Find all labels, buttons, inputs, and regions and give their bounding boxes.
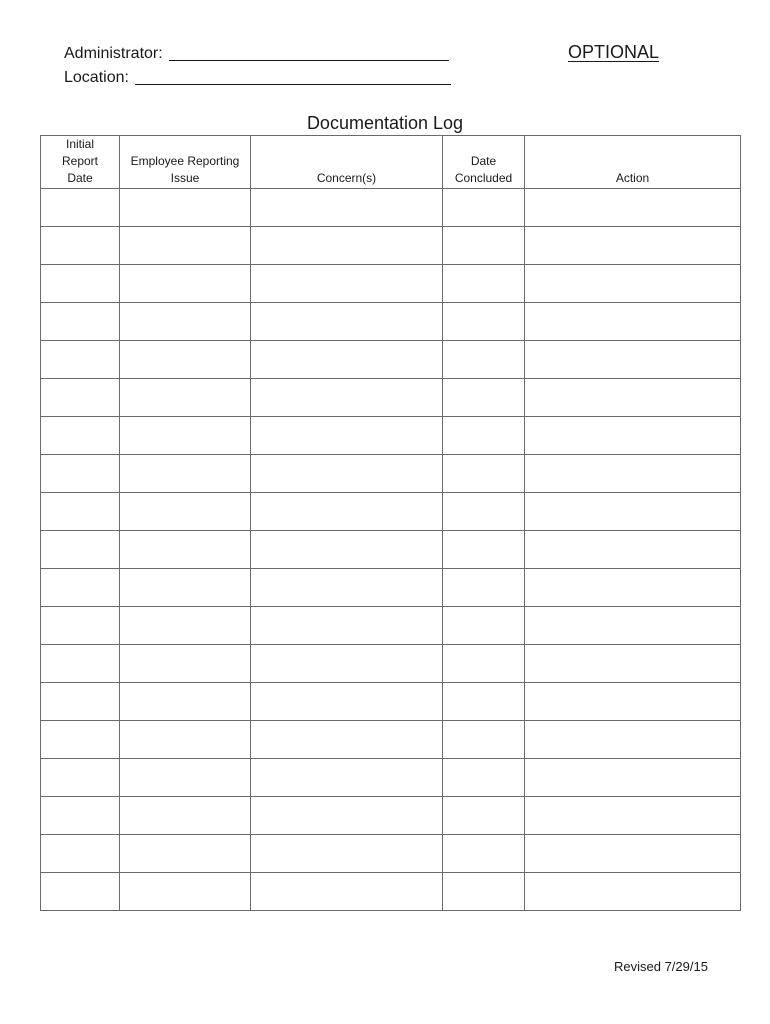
column-header-line: Date [67,171,93,185]
table-cell-employee-reporting-issue[interactable] [120,645,251,683]
table-row [41,265,741,303]
column-header-line: Concern(s) [316,171,377,185]
table-cell-initial-report-date[interactable] [41,341,120,379]
table-cell-initial-report-date[interactable] [41,189,120,227]
column-header-employee-reporting-issue [120,136,251,189]
documentation-log-table [40,135,741,911]
table-cell-concerns[interactable] [251,759,443,797]
table-row [41,227,741,265]
table-cell-initial-report-date[interactable] [41,227,120,265]
table-cell-concerns[interactable] [251,379,443,417]
table-cell-initial-report-date[interactable] [41,455,120,493]
table-cell-action[interactable] [525,493,741,531]
table-cell-concerns[interactable] [251,569,443,607]
table-cell-date-concluded[interactable] [443,835,525,873]
table-cell-action[interactable] [525,189,741,227]
table-row [41,417,741,455]
table-cell-date-concluded[interactable] [443,265,525,303]
table-cell-date-concluded[interactable] [443,531,525,569]
table-cell-employee-reporting-issue[interactable] [120,417,251,455]
administrator-label: Administrator: [64,45,163,62]
table-cell-action[interactable] [525,607,741,645]
table-cell-concerns[interactable] [251,531,443,569]
table-cell-action[interactable] [525,873,741,911]
table-cell-initial-report-date[interactable] [41,265,120,303]
table-cell-date-concluded[interactable] [443,189,525,227]
table-cell-employee-reporting-issue[interactable] [120,227,251,265]
table-cell-concerns[interactable] [251,683,443,721]
table-cell-action[interactable] [525,797,741,835]
table-row [41,341,741,379]
table-row [41,873,741,911]
table-cell-concerns[interactable] [251,493,443,531]
table-cell-concerns[interactable] [251,417,443,455]
table-cell-initial-report-date[interactable] [41,835,120,873]
table-cell-date-concluded[interactable] [443,607,525,645]
table-row [41,303,741,341]
table-cell-concerns[interactable] [251,797,443,835]
table-cell-concerns[interactable] [251,873,443,911]
location-label: Location: [64,69,129,86]
column-header-line: Action [615,171,650,185]
table-cell-employee-reporting-issue[interactable] [120,265,251,303]
administrator-field [64,44,449,64]
column-header-date-concluded [443,136,525,189]
table-cell-employee-reporting-issue[interactable] [120,569,251,607]
table-cell-employee-reporting-issue[interactable] [120,759,251,797]
table-cell-initial-report-date[interactable] [41,797,120,835]
table-cell-employee-reporting-issue[interactable] [120,189,251,227]
table-cell-concerns[interactable] [251,341,443,379]
table-cell-action[interactable] [525,759,741,797]
table-row [41,797,741,835]
table-cell-action[interactable] [525,531,741,569]
table-cell-employee-reporting-issue[interactable] [120,455,251,493]
table-row [41,607,741,645]
column-header-line: Initial [65,137,94,151]
table-row [41,379,741,417]
table-row [41,493,741,531]
table-cell-date-concluded[interactable] [443,683,525,721]
table-cell-employee-reporting-issue[interactable] [120,835,251,873]
table-cell-concerns[interactable] [251,189,443,227]
column-header-line: Report [61,154,99,168]
table-cell-employee-reporting-issue[interactable] [120,303,251,341]
table-cell-action[interactable] [525,303,741,341]
table-cell-date-concluded[interactable] [443,759,525,797]
table-cell-concerns[interactable] [251,607,443,645]
table-cell-initial-report-date[interactable] [41,569,120,607]
table-cell-action[interactable] [525,835,741,873]
column-header-line: Date [470,154,497,168]
table-cell-date-concluded[interactable] [443,645,525,683]
table-cell-action[interactable] [525,569,741,607]
table-cell-date-concluded[interactable] [443,493,525,531]
table-cell-action[interactable] [525,265,741,303]
table-cell-initial-report-date[interactable] [41,607,120,645]
table-cell-employee-reporting-issue[interactable] [120,683,251,721]
table-cell-initial-report-date[interactable] [41,417,120,455]
column-header-line: Issue [170,171,200,185]
table-cell-employee-reporting-issue[interactable] [120,607,251,645]
table-row [41,721,741,759]
table-cell-action[interactable] [525,227,741,265]
table-row [41,531,741,569]
table-cell-action[interactable] [525,379,741,417]
table-cell-initial-report-date[interactable] [41,873,120,911]
column-header-line: Employee Reporting [130,154,240,168]
table-row [41,759,741,797]
table-cell-date-concluded[interactable] [443,721,525,759]
table-cell-initial-report-date[interactable] [41,379,120,417]
column-header-action [525,136,741,189]
table-cell-initial-report-date[interactable] [41,683,120,721]
table-cell-initial-report-date[interactable] [41,303,120,341]
table-row [41,569,741,607]
column-header-line: Concluded [454,171,513,185]
table-cell-date-concluded[interactable] [443,873,525,911]
table-cell-concerns[interactable] [251,265,443,303]
table-cell-date-concluded[interactable] [443,569,525,607]
optional-label: OPTIONAL [568,42,660,62]
table-cell-concerns[interactable] [251,721,443,759]
table-cell-employee-reporting-issue[interactable] [120,379,251,417]
table-cell-date-concluded[interactable] [443,227,525,265]
table-row [41,683,741,721]
table-cell-concerns[interactable] [251,455,443,493]
administrator-blank-line[interactable] [169,44,449,61]
document-title: Documentation Log [306,113,464,133]
table-cell-employee-reporting-issue[interactable] [120,721,251,759]
table-cell-action[interactable] [525,645,741,683]
table-cell-date-concluded[interactable] [443,379,525,417]
table-cell-action[interactable] [525,683,741,721]
table-cell-concerns[interactable] [251,227,443,265]
table-cell-date-concluded[interactable] [443,341,525,379]
table-row [41,645,741,683]
table-cell-employee-reporting-issue[interactable] [120,797,251,835]
table-row [41,189,741,227]
table-cell-employee-reporting-issue[interactable] [120,493,251,531]
table-cell-action[interactable] [525,417,741,455]
table-cell-date-concluded[interactable] [443,303,525,341]
table-cell-initial-report-date[interactable] [41,721,120,759]
table-cell-date-concluded[interactable] [443,455,525,493]
column-header-initial-report-date [41,136,120,189]
table-cell-concerns[interactable] [251,835,443,873]
table-header-row [41,136,741,189]
table-cell-employee-reporting-issue[interactable] [120,531,251,569]
location-blank-line[interactable] [135,68,451,85]
table-body [41,189,741,911]
table-cell-initial-report-date[interactable] [41,759,120,797]
table-cell-action[interactable] [525,721,741,759]
column-header-concerns [251,136,443,189]
table-cell-action[interactable] [525,341,741,379]
table-cell-concerns[interactable] [251,303,443,341]
table-cell-employee-reporting-issue[interactable] [120,873,251,911]
revised-date: Revised 7/29/15 [614,959,708,974]
table-row [41,835,741,873]
table-cell-employee-reporting-issue[interactable] [120,341,251,379]
table-cell-action[interactable] [525,455,741,493]
table-cell-concerns[interactable] [251,645,443,683]
table-cell-initial-report-date[interactable] [41,531,120,569]
table-cell-initial-report-date[interactable] [41,645,120,683]
table-row [41,455,741,493]
location-field [64,68,451,88]
table-cell-initial-report-date[interactable] [41,493,120,531]
table-cell-date-concluded[interactable] [443,797,525,835]
table-cell-date-concluded[interactable] [443,417,525,455]
